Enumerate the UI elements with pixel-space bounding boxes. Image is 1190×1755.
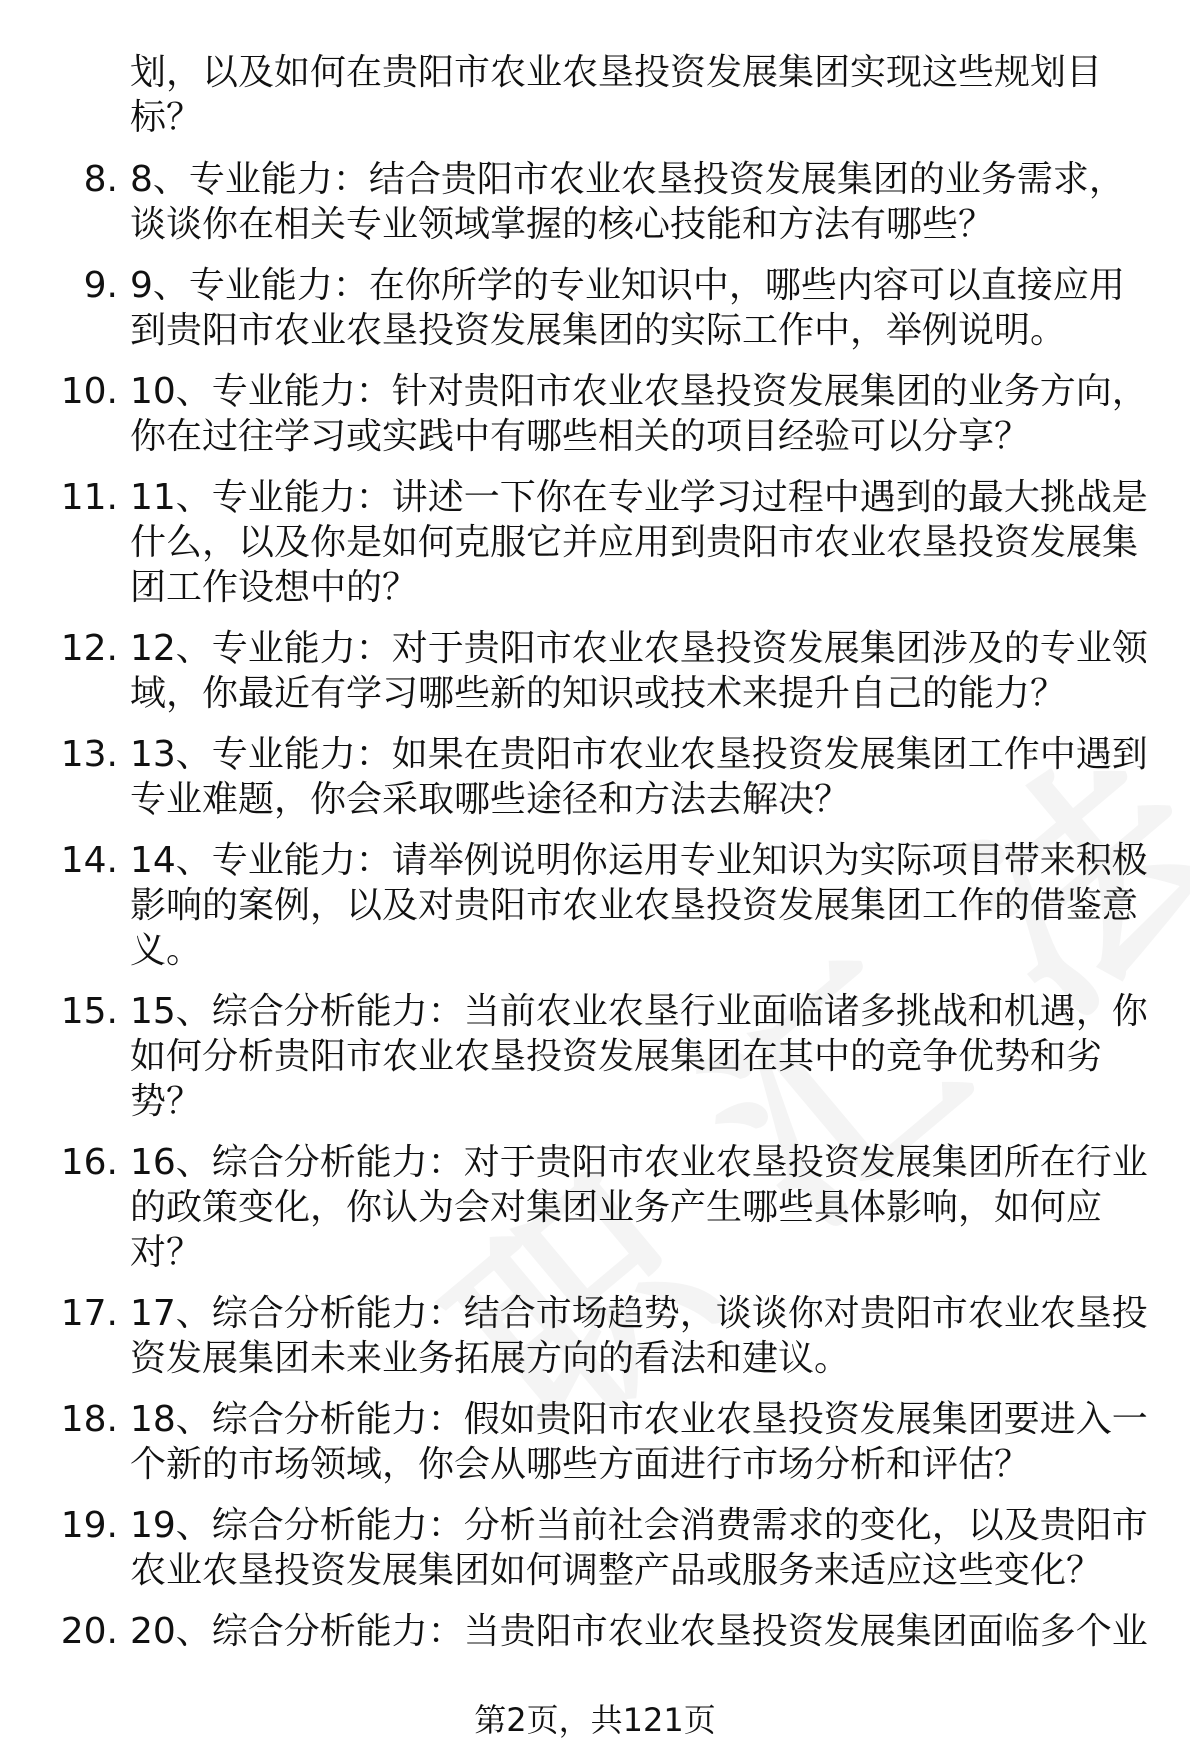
list-item-text: 20、综合分析能力：当贵阳市农业农垦投资发展集团面临多个业 bbox=[130, 1611, 1148, 1652]
list-item bbox=[0, 626, 1190, 716]
list-item-text: 14、专业能力：请举例说明你运用专业知识为实际项目带来积极影响的案例，以及对贵阳市农业农垦投资发展集团工作的借鉴意义。 bbox=[130, 840, 1148, 971]
list-item bbox=[0, 1140, 1190, 1275]
list-item bbox=[0, 1503, 1190, 1593]
page-footer: 第2页，共121页 bbox=[474, 1701, 716, 1739]
list-item-number: 12. bbox=[60, 628, 118, 669]
list-item bbox=[0, 475, 1190, 610]
list-item bbox=[0, 838, 1190, 973]
list-item-number: 18. bbox=[60, 1399, 118, 1440]
list-item-text: 10、专业能力：针对贵阳市农业农垦投资发展集团的业务方向，你在过往学习或实践中有哪些相关的项目经验可以分享？ bbox=[130, 371, 1148, 457]
list-item-number: 9. bbox=[83, 265, 118, 306]
list-item bbox=[0, 732, 1190, 822]
continuation-text: 划，以及如何在贵阳市农业农垦投资发展集团实现这些规划目标？ bbox=[130, 52, 1103, 138]
list-item-number: 20. bbox=[60, 1611, 118, 1652]
list-item-text: 11、专业能力：讲述一下你在专业学习过程中遇到的最大挑战是什么，以及你是如何克服它并应用到贵阳市农业农垦投资发展集团工作设想中的？ bbox=[130, 477, 1148, 608]
list-item-text: 13、专业能力：如果在贵阳市农业农垦投资发展集团工作中遇到专业难题，你会采取哪些途径和方法去解决？ bbox=[130, 734, 1148, 820]
list-item-text: 18、综合分析能力：假如贵阳市农业农垦投资发展集团要进入一个新的市场领域，你会从哪些方面进行市场分析和评估？ bbox=[130, 1399, 1148, 1485]
list-item-text: 9、专业能力：在你所学的专业知识中，哪些内容可以直接应用到贵阳市农业农垦投资发展集团的实际工作中，举例说明。 bbox=[130, 265, 1125, 351]
list-item-text: 19、综合分析能力：分析当前社会消费需求的变化，以及贵阳市农业农垦投资发展集团如何调整产品或服务来适应这些变化？ bbox=[130, 1505, 1148, 1591]
list-item-number: 15. bbox=[60, 991, 118, 1032]
list-item-text: 16、综合分析能力：对于贵阳市农业农垦投资发展集团所在行业的政策变化，你认为会对集团业务产生哪些具体影响，如何应对？ bbox=[130, 1142, 1148, 1273]
list-item-number: 10. bbox=[60, 371, 118, 412]
list-item-number: 11. bbox=[60, 477, 118, 518]
list-item bbox=[0, 157, 1190, 247]
list-item bbox=[0, 1609, 1190, 1654]
list-item bbox=[0, 1397, 1190, 1487]
list-item-number: 13. bbox=[60, 734, 118, 775]
list-item-number: 16. bbox=[60, 1142, 118, 1183]
list-item bbox=[0, 263, 1190, 353]
list-item-text: 17、综合分析能力：结合市场趋势，谈谈你对贵阳市农业农垦投资发展集团未来业务拓展方向的看法和建议。 bbox=[130, 1293, 1148, 1379]
question-list bbox=[0, 157, 1190, 1670]
list-item bbox=[0, 989, 1190, 1124]
list-item-text: 8、专业能力：结合贵阳市农业农垦投资发展集团的业务需求，谈谈你在相关专业领域掌握的核心技能和方法有哪些？ bbox=[130, 159, 1125, 245]
list-item-number: 14. bbox=[60, 840, 118, 881]
list-item-text: 15、综合分析能力：当前农业农垦行业面临诸多挑战和机遇，你如何分析贵阳市农业农垦投资发展集团在其中的竞争优势和劣势？ bbox=[130, 991, 1148, 1122]
list-item bbox=[0, 369, 1190, 459]
list-item bbox=[0, 1291, 1190, 1381]
list-item-number: 19. bbox=[60, 1505, 118, 1546]
list-item-text: 12、专业能力：对于贵阳市农业农垦投资发展集团涉及的专业领域，你最近有学习哪些新的知识或技术来提升自己的能力？ bbox=[130, 628, 1148, 714]
list-item-number: 8. bbox=[83, 159, 118, 200]
list-item-number: 17. bbox=[60, 1293, 118, 1334]
